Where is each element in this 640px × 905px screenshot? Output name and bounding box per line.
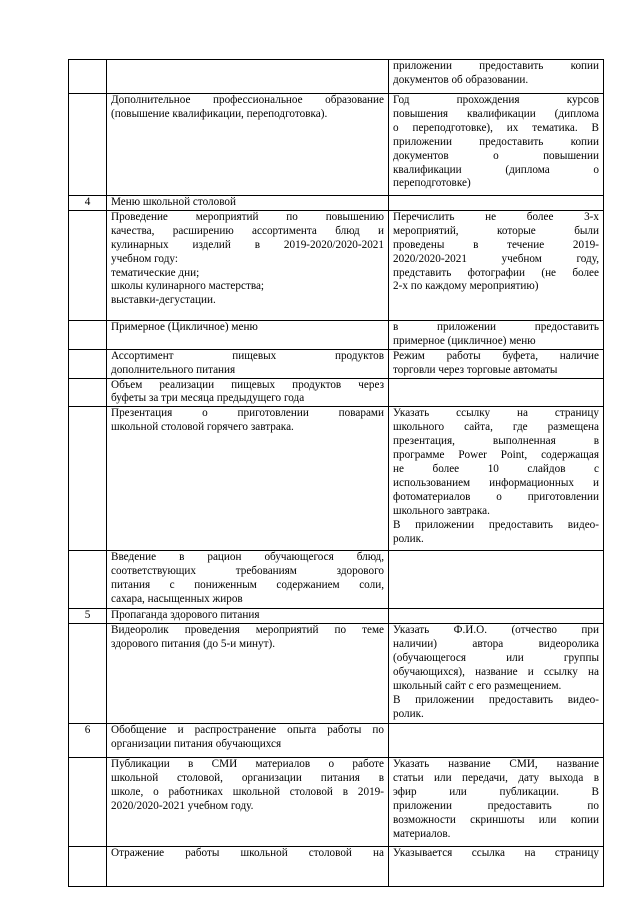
requirement-line: (обучающегося или группы [393, 652, 599, 665]
criterion-line: учебном году: [111, 252, 178, 265]
criterion-line: школы кулинарного мастерства; [111, 280, 265, 293]
criterion-line: 2020/2020-2021 учебном году. [111, 799, 254, 812]
criterion-line: Презентация о приготовлении поварами [111, 407, 384, 420]
requirement-cell [389, 60, 604, 94]
requirement-cell [389, 724, 604, 758]
row-number: 5 [69, 609, 107, 624]
row-number [69, 349, 107, 378]
criterion-line: Отражение работы школьной столовой на [111, 847, 384, 860]
requirement-cell [389, 196, 604, 211]
criterion-line: выставки-дегустации. [111, 294, 216, 307]
row-number [69, 551, 107, 609]
requirement-line: повышения квалификации (диплома [393, 107, 599, 120]
row-number [69, 758, 107, 847]
requirement-line: в приложении предоставить [393, 320, 599, 333]
requirement-cell [389, 320, 604, 349]
table-row [69, 94, 604, 196]
criterion-line: дополнительного питания [111, 363, 236, 376]
criterion-line: Введение в рацион обучающегося блюд, [111, 551, 384, 564]
table-row [69, 60, 604, 94]
criterion-line: соответствующих требованиям здорового [111, 565, 384, 578]
table-row [69, 407, 604, 551]
criterion-cell [107, 196, 389, 211]
criterion-cell [107, 60, 389, 94]
requirement-line: Указать Ф.И.О. (отчество при [393, 624, 599, 637]
criterion-line: (повышение квалификации, переподготовка). [111, 107, 328, 120]
criterion-cell [107, 210, 389, 320]
row-number [69, 60, 107, 94]
criterion-cell [107, 349, 389, 378]
requirement-line: ролик. [393, 532, 424, 545]
criterion-line: Проведение мероприятий по повышению [111, 210, 384, 223]
criterion-line: сахара, насыщенных жиров [111, 593, 243, 606]
criteria-table [68, 59, 604, 887]
table-row [69, 624, 604, 724]
requirement-line: о переподготовке), их тематика. В [393, 121, 599, 134]
table-row [69, 196, 604, 211]
table-row [69, 724, 604, 758]
criterion-line: здорового питания (до 5-и минут). [111, 638, 276, 651]
requirement-cell [389, 758, 604, 847]
criterion-line: питания с пониженным содержанием соли, [111, 579, 384, 592]
criterion-line: школьной столовой, организации питания в [111, 772, 384, 785]
criterion-cell [107, 609, 389, 624]
requirement-line: примерное (цикличное) меню [393, 334, 536, 347]
requirement-line: квалификации (диплома о [393, 163, 599, 176]
table-row [69, 320, 604, 349]
requirement-line: обучающихся), название и ссылку на [393, 665, 599, 678]
row-number [69, 210, 107, 320]
requirement-line: приложении предоставить копии [393, 135, 599, 148]
row-number: 4 [69, 196, 107, 211]
criterion-cell [107, 624, 389, 724]
criterion-line: тематические дни; [111, 266, 200, 279]
requirement-line: Указать название СМИ, название [393, 758, 599, 771]
requirement-line: презентация, выполненная в [393, 435, 599, 448]
criterion-cell [107, 724, 389, 758]
requirement-line: возможности скриншоты или копии [393, 813, 599, 826]
requirement-line: ролик. [393, 707, 424, 720]
requirement-line: статьи или передачи, дату выхода в [393, 772, 599, 785]
criterion-line: качества, расширению ассортимента блюд и [111, 224, 384, 237]
criterion-cell [107, 847, 389, 887]
table-row [69, 847, 604, 887]
requirement-line: проведены в течение 2019- [393, 238, 599, 251]
row-number: 6 [69, 724, 107, 758]
table-row [69, 609, 604, 624]
requirement-line: переподготовке) [393, 177, 471, 190]
requirement-line: материалов. [393, 827, 451, 840]
criterion-line: Объем реализации пищевых продуктов через [111, 378, 384, 391]
requirement-cell [389, 624, 604, 724]
criterion-line: кулинарных изделий в 2019-2020/2020-2021 [111, 238, 384, 251]
criterion-line: организации питания обучающихся [111, 738, 282, 751]
requirement-line: В приложении предоставить видео- [393, 518, 599, 531]
requirement-cell [389, 94, 604, 196]
requirement-line: эфир или публикации. В [393, 786, 599, 799]
requirement-line: Указать ссылку на страницу [393, 407, 599, 420]
criterion-line: Обобщение и распространение опыта работы по [111, 724, 384, 737]
criterion-line: Дополнительное профессиональное образование [111, 94, 384, 106]
requirement-line: школьный сайт с его размещением. [393, 679, 562, 692]
row-number [69, 847, 107, 887]
table-row [69, 758, 604, 847]
requirement-line: школьного сайта, где размещена [393, 421, 599, 434]
row-number [69, 378, 107, 407]
row-number [69, 320, 107, 349]
requirement-line: школьного завтрака. [393, 504, 490, 517]
table-row [69, 210, 604, 320]
requirement-line: торговли через торговые автоматы [393, 363, 558, 376]
criterion-line: Публикации в СМИ материалов о работе [111, 758, 384, 771]
criterion-cell [107, 407, 389, 551]
criterion-line: Примерное (Цикличное) меню [111, 320, 258, 333]
requirement-line: использованием информационных и [393, 476, 599, 489]
criterion-line: буфеты за три месяца предыдущего года [111, 392, 305, 405]
requirement-cell [389, 378, 604, 407]
requirement-line: не более 10 слайдов с [393, 462, 599, 475]
requirement-line: Режим работы буфета, наличие [393, 349, 599, 362]
requirement-line: документов о повышении [393, 149, 599, 162]
criterion-cell [107, 320, 389, 349]
criterion-line: школе, о работниках школьной столовой в 2019- [111, 786, 384, 799]
criterion-line: Пропаганда здорового питания [111, 609, 260, 622]
table-row [69, 349, 604, 378]
requirement-line: 2-х по каждому мероприятию) [393, 280, 539, 293]
requirement-cell [389, 551, 604, 609]
requirement-cell [389, 609, 604, 624]
row-number [69, 94, 107, 196]
requirement-line: документов об образовании. [393, 73, 529, 86]
requirement-line: приложении предоставить копии [393, 60, 599, 72]
requirement-line: В приложении предоставить видео- [393, 693, 599, 706]
requirement-line: 2020/2020-2021 учебном году, [393, 252, 599, 265]
requirement-line: наличии) автора видеоролика [393, 638, 599, 651]
requirement-line: Указывается ссылка на страницу [393, 847, 599, 860]
criterion-line: Видеоролик проведения мероприятий по теме [111, 624, 384, 637]
requirement-line: Перечислить не более 3-х [393, 210, 599, 223]
criterion-line: Меню школьной столовой [111, 196, 237, 208]
table-row [69, 551, 604, 609]
requirement-line: программе Power Point, содержащая [393, 449, 599, 462]
criterion-cell [107, 94, 389, 196]
row-number [69, 624, 107, 724]
criterion-line: школьной столовой горячего завтрака. [111, 421, 294, 434]
requirement-line: приложении предоставить по [393, 799, 599, 812]
requirement-cell [389, 210, 604, 320]
requirement-line: фотоматериалов о приготовлении [393, 490, 599, 503]
table-row [69, 378, 604, 407]
requirement-cell [389, 847, 604, 887]
requirement-line: Год прохождения курсов [393, 94, 599, 106]
requirement-cell [389, 407, 604, 551]
requirement-cell [389, 349, 604, 378]
requirement-line: мероприятий, которые были [393, 224, 599, 237]
criterion-cell [107, 378, 389, 407]
criterion-cell [107, 551, 389, 609]
criterion-cell [107, 758, 389, 847]
row-number [69, 407, 107, 551]
criterion-line: Ассортимент пищевых продуктов [111, 349, 384, 362]
requirement-line: представить фотографии (не более [393, 266, 599, 279]
